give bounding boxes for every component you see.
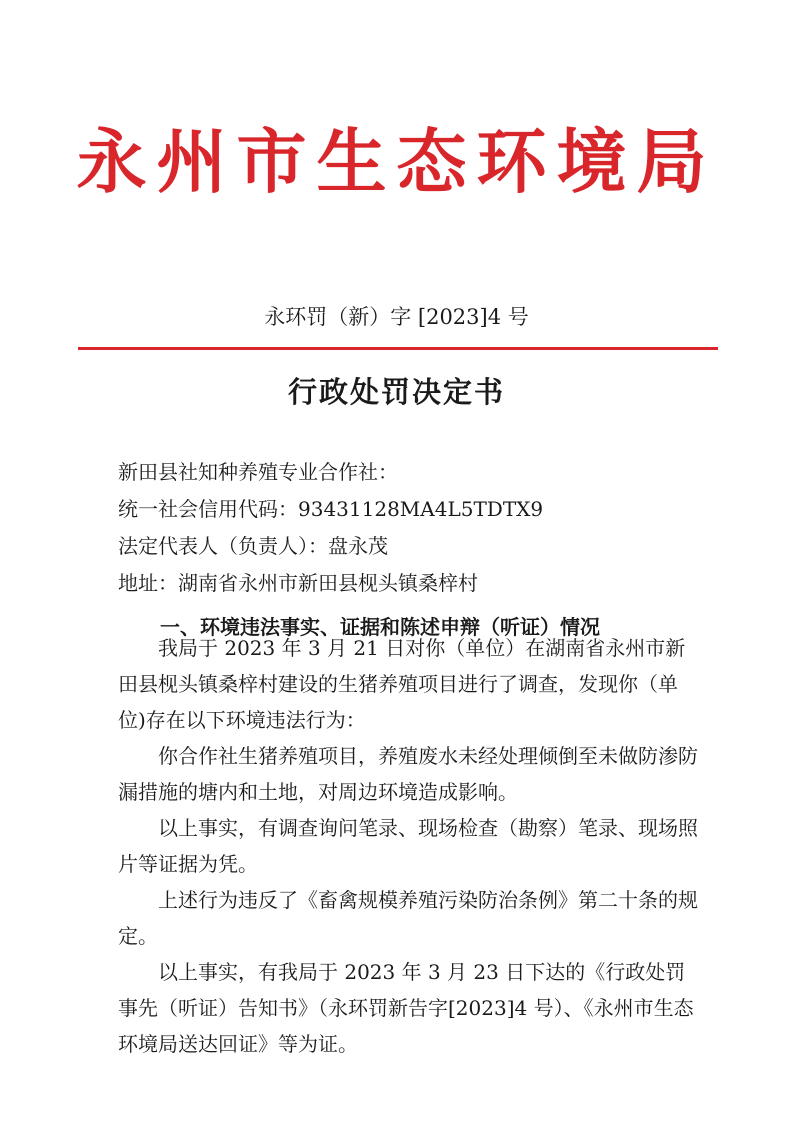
credit-code: 统一社会信用代码：93431128MA4L5TDTX9 bbox=[118, 497, 544, 521]
legal-representative: 法定代表人（负责人）：盘永茂 bbox=[118, 534, 388, 558]
paragraph-regulation: 上述行为违反了《畜禽规模养殖污染防治条例》第二十条的规定。 bbox=[118, 888, 698, 948]
paragraph-notice: 以上事实，有我局于 2023 年 3 月 23 日下达的《行政处罚事先（听证）告知书》（永环罚新告字[2023]4 号）、《永州市生态环境局送达回证》等为证。 bbox=[118, 960, 694, 1056]
section-body bbox=[118, 630, 698, 1062]
section-heading: 一、环境违法事实、证据和陈述申辩（听证）情况 bbox=[160, 615, 600, 639]
document-title: 行政处罚决定书 bbox=[287, 375, 505, 409]
agency-letterhead: 永州市生态环境局 bbox=[76, 120, 717, 203]
paragraph-investigation: 我局于 2023 年 3 月 21 日对你（单位）在湖南省永州市新田县枧头镇桑梓村建设的生猪养殖项目进行了调查，发现你（单位)存在以下环境违法行为： bbox=[118, 636, 686, 732]
recipient-name: 新田县社知种养殖专业合作社： bbox=[118, 460, 398, 484]
red-divider bbox=[78, 347, 718, 350]
paragraph-evidence: 以上事实，有调查询问笔录、现场检查（勘察）笔录、现场照片等证据为凭。 bbox=[118, 816, 698, 876]
address: 地址：湖南省永州市新田县枧头镇桑梓村 bbox=[118, 571, 478, 595]
paragraph-violation: 你合作社生猪养殖项目，养殖废水未经处理倾倒至未做防渗防漏措施的塘内和土地，对周边环境造成影响。 bbox=[118, 744, 698, 804]
document-number: 永环罚（新）字 [2023]4 号 bbox=[264, 305, 529, 329]
